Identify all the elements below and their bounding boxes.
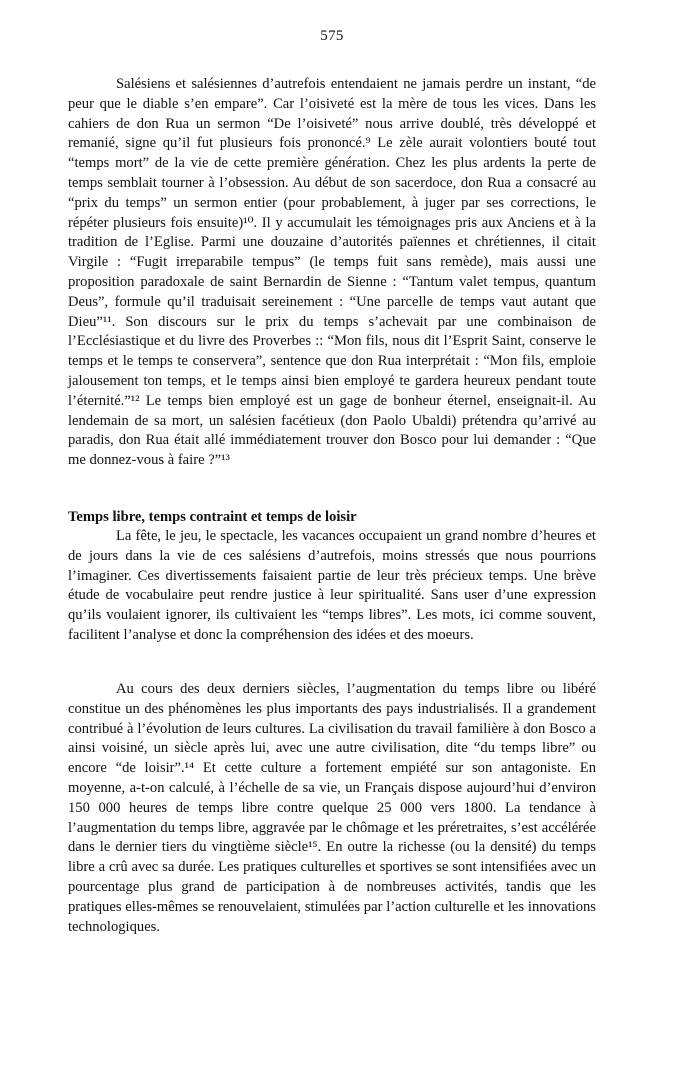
section-heading: Temps libre, temps contraint et temps de loisir bbox=[68, 509, 357, 525]
paragraph-temps-libre: Au cours des deux derniers siècles, l’augmentation du temps libre ou libéré constitue un des phénomènes les plus importants des pays industrialisés. Il a grandement contribué à l’évolution de leurs cultures. La civilisation du travail familière à don Bosco a ainsi voisiné, un siècle après lui, avec une autre civilisation, dite “du temps libre” ou encore “de loisir”.¹⁴ Et cette culture a fortement empiété sur son antagoniste. En moyenne, a-t-on calculé, à l’échelle de sa vie, un Français dispose aujourd’hui d’environ 150 000 heures de temps libre contre quelque 25 000 vers 1800. La tendance à l’augmentation du temps libre, aggravée par le chômage et les préretraites, s’est accélérée dans le dernier tiers du vingtième siècle¹⁵. En outre la richesse (ou la densité) du temps libre a crû avec sa durée. Les pratiques culturelles et sportives se sont intensifiées avec un pourcentage plus grand de participation à de nombreuses activités, tandis que les pratiques elles-mêmes se renouvelaient, stimulées par l’action culturelle et les innovations technologiques. bbox=[68, 681, 596, 935]
paragraph-divertissements: La fête, le jeu, le spectacle, les vacances occupaient un grand nombre d’heures et de jours dans la vie de ces salésiens d’autrefois, moins stressés que nous pourrions l’imaginer. Ces divertissements faisaient partie de leur très précieux temps. Une brève étude de vocabulaire peut rendre justice à leur spiritualité. Sans user d’une expression qu’ils voulaient ignorer, ils cultivaient les “temps libres”. Les mots, ici comme souvent, facilitent l’analyse et donc la compréhension des idées et des moeurs. bbox=[68, 528, 596, 643]
page-number: 575 bbox=[320, 28, 344, 44]
paragraph-oisivete: Salésiens et salésiennes d’autrefois entendaient ne jamais perdre un instant, “de peur que le diable s’en empare”. Car l’oisiveté est la mère de tous les vices. Dans les cahiers de don Rua un sermon “De l’oisiveté” nous arrive doublé, très développé et remanié, signe qu’il fut plusieurs fois prononcé.⁹ Le zèle aurait volontiers bouté tout “temps mort” de la vie de cette première génération. Chez les plus ardents la perte de temps semblait tourner à l’obsession. Au début de son sacerdoce, don Rua a consacré au “prix du temps” un sermon entier (pour probablement, à juger par ses corrections, le répéter plusieurs fois ensuite)¹⁰. Il y accumulait les témoignages pris aux Anciens et à la tradition de l’Eglise. Parmi une douzaine d’autorités païennes et chrétiennes, il citait Virgile : “Fugit irreparabile tempus” (le temps fuit sans remède), mais aussi une proposition paradoxale de saint Bernardin de Sienne : “Tantum valet tempus, quantum Deus”, formule qu’il traduisait sereinement : “Une parcelle de temps vaut autant que Dieu”¹¹. Son discours sur le prix du temps s’achevait par une combinaison de l’Ecclésiastique et du livre des Proverbes :: “Mon fils, nous dit l’Esprit Saint, conserve le temps et le temps te conservera”, sentence que don Rua interprétait : “Mon fils, emploie jalousement ton temps, et le temps ainsi bien employé te gardera heureux pendant toute l’éternité.”¹² Le temps bien employé est un gage de bonheur éternel, enseignait-il. Au lendemain de sa mort, un salésien facétieux (don Paolo Ubaldi) prétendra qu’arrivé au paradis, don Rua était allé immédiatement trouver don Bosco pour lui demander : “Que me donnez-vous à faire ?”¹³ bbox=[68, 76, 596, 469]
